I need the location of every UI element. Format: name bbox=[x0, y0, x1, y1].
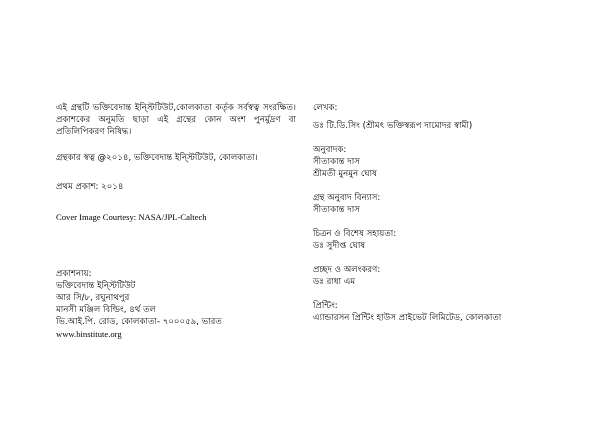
credit-label: প্রচ্ছদ ও অলংকরণ: bbox=[313, 265, 381, 275]
credit-cover bbox=[313, 264, 501, 288]
credit-name: এ্যান্ডারসন প্রিন্টিং হাউস প্রাইভেট লিমিটেড, কোলকাতা bbox=[313, 313, 502, 323]
copyright-holder-block bbox=[56, 152, 258, 164]
credit-name: সীতাকান্ত দাস bbox=[313, 157, 360, 167]
copyright-notice bbox=[56, 102, 296, 138]
publisher-heading: প্রকাশনায়: bbox=[56, 269, 92, 279]
credit-translators bbox=[313, 144, 501, 180]
publisher-address-line: ভি.আই.পি. রোড, কোলকাতা- ৭০০০৫৯, ভারত bbox=[56, 317, 222, 327]
credit-illustration bbox=[313, 228, 501, 252]
cover-credit-block bbox=[56, 211, 207, 223]
publisher-name: ভক্তিবেদান্ত ইন্স্টিটিউট bbox=[56, 281, 136, 291]
credit-name: ডঃ সুদীপ্ত ঘোষ bbox=[313, 241, 366, 251]
credit-label: চিত্রন ও বিশেষ সহায়তা: bbox=[313, 229, 397, 239]
credit-name: সীতাকান্ত দাস bbox=[313, 205, 360, 215]
credit-label: অনুবাদক: bbox=[313, 145, 347, 155]
credit-name: ডঃ রাধা এম bbox=[313, 277, 356, 287]
credit-label: গ্রন্থ অনুবাদ বিন্যাস: bbox=[313, 193, 381, 203]
credit-label: প্রিন্টিং: bbox=[313, 301, 338, 311]
publisher-website: www.binstitute.org bbox=[56, 329, 122, 339]
credit-layout bbox=[313, 192, 501, 216]
publisher-address-line: আর সি/৮, রঘুনাথপুর bbox=[56, 293, 130, 303]
credit-author bbox=[313, 102, 501, 132]
credit-printing bbox=[313, 300, 501, 324]
copyright-holder: গ্রন্থকার স্বত্ব @২০১৪, ভক্তিবেদান্ত ইন্স্টিটিউট, কোলকাতা। bbox=[56, 153, 258, 163]
credits-column bbox=[313, 102, 501, 336]
publisher-address-line: মানসী মঞ্জিল বিল্ডিং, ৪র্থ তল bbox=[56, 305, 156, 315]
credit-label: লেখক: bbox=[313, 103, 338, 113]
copyright-text: এই গ্রন্থটি ভক্তিবেদান্ত ইন্স্টিটিউট,কোলকাতা কর্তৃক সর্বস্বত্ব সংরক্ষিত।প্রকাশকের অনুমতি ছাড়া এই গ্রন্থের কোন অংশ পুনর্মুদ্রণ বা প্রতিলিপিকরণ নিষিদ্ধ। bbox=[56, 103, 296, 137]
cover-image-credit: Cover Image Courtesy: NASA/JPL-Caltech bbox=[56, 212, 207, 222]
publisher-block bbox=[56, 268, 222, 340]
first-edition: প্রথম প্রকাশ: ২০১৪ bbox=[56, 182, 124, 192]
first-edition-block bbox=[56, 181, 123, 193]
credit-name: ডঃ টি.ডি.সিং (শ্রীমৎ ভক্তিস্বরূপ দামোদর স্বামী) bbox=[313, 121, 473, 131]
credit-name: শ্রীমতী মুনমুন ঘোষ bbox=[313, 169, 377, 179]
